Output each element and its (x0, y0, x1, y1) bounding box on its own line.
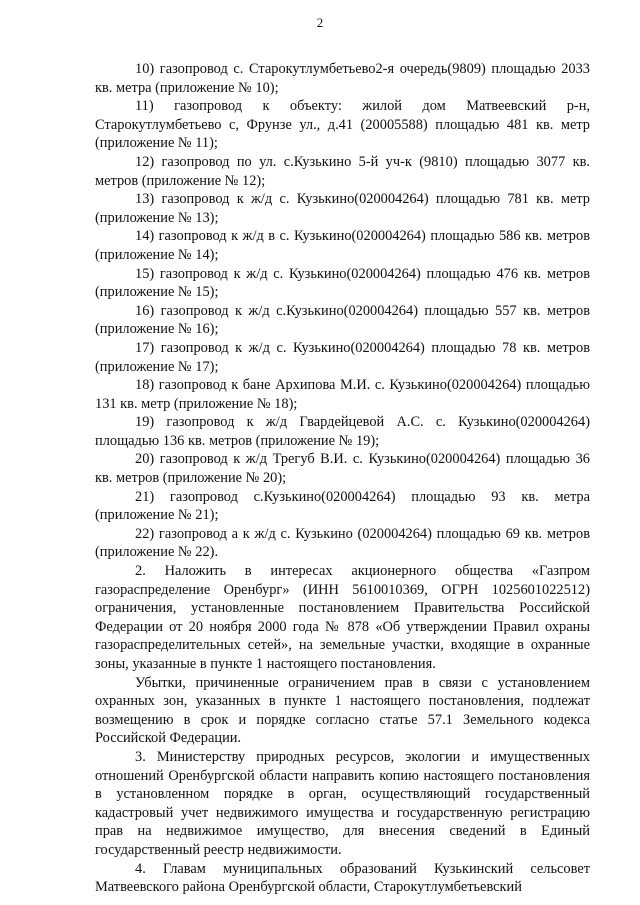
page-number: 2 (316, 15, 324, 30)
paragraph: 2. Наложить в интересах акционерного общества «Газпром газораспределение Оренбург» (ИНН 5610010369, ОГРН 1025601022512) ограничения, установленные постановлением Правительства Российской Федерации от 20 ноября 2000 года № 878 «Об утверждении Правил охраны газораспределительных сетей», на земельные участки, входящие в охранные зоны, указанные в пункте 1 настоящего постановления. (95, 563, 590, 672)
paragraph: 15) газопровод к ж/д с. Кузькино(020004264) площадью 476 кв. метров (приложение № 15); (95, 265, 590, 301)
paragraph: 17) газопровод к ж/д с. Кузькино(020004264) площадью 78 кв. метров (приложение № 17); (95, 339, 590, 375)
paragraph: 12) газопровод по ул. с.Кузькино 5-й уч-к (9810) площадью 3077 кв. метров (приложение № 12); (95, 153, 590, 189)
paragraph: 10) газопровод с. Старокутлумбетьево2-я очередь(9809) площадью 2033 кв. метра (приложение № 10); (95, 61, 590, 96)
paragraph: 16) газопровод к ж/д с.Кузькино(020004264) площадью 557 кв. метров (приложение № 16); (95, 302, 590, 338)
paragraph: 14) газопровод к ж/д в с. Кузькино(020004264) площадью 586 кв. метров (приложение № 14); (95, 228, 590, 263)
paragraph: 13) газопровод к ж/д с. Кузькино(020004264) площадью 781 кв. метр (приложение № 13); (95, 191, 590, 226)
paragraph: 19) газопровод к ж/д Гвардейцевой А.С. с. Кузькино(020004264) площадью 136 кв. метров (приложение № 19); (95, 414, 590, 449)
paragraph: 20) газопровод к ж/д Трегуб В.И. с. Кузькино(020004264) площадью 36 кв. метров (приложение № 20); (95, 451, 590, 487)
paragraph: 21) газопровод с.Кузькино(020004264) площадью 93 кв. метра (приложение № 21); (95, 488, 590, 524)
paragraph: 18) газопровод к бане Архипова М.И. с. Кузькино(020004264) площадью 131 кв. метр (приложение № 18); (95, 377, 590, 412)
paragraph: 11) газопровод к объекту: жилой дом Матвеевский р-н, Старокутлумбетьево с, Фрунзе ул., д.41 (20005588) площадью 481 кв. метр (приложение № 11); (95, 98, 590, 152)
paragraph: 22) газопровод а к ж/д с. Кузькино (020004264) площадью 69 кв. метров (приложение № 22). (95, 525, 590, 561)
document-body (95, 60, 590, 897)
paragraph: 4. Главам муниципальных образований Кузькинский сельсовет Матвеевского района Оренбургской области, Старокутлумбетьевский (95, 860, 590, 896)
paragraph: 3. Министерству природных ресурсов, экологии и имущественных отношений Оренбургской области направить копию настоящего постановления в установленном порядке в орган, осуществляющий государственный кадастровый учет недвижимого имущества и государственную регистрацию прав на недвижимое имущество, для внесения сведений в Единый государственный реестр недвижимости. (95, 748, 590, 858)
paragraph: Убытки, причиненные ограничением прав в связи с установлением охранных зон, указанных в пункте 1 настоящего постановления, подлежат возмещению в срок и порядке согласно статье 57.1 Земельного кодекса Российской Федерации. (95, 674, 590, 747)
